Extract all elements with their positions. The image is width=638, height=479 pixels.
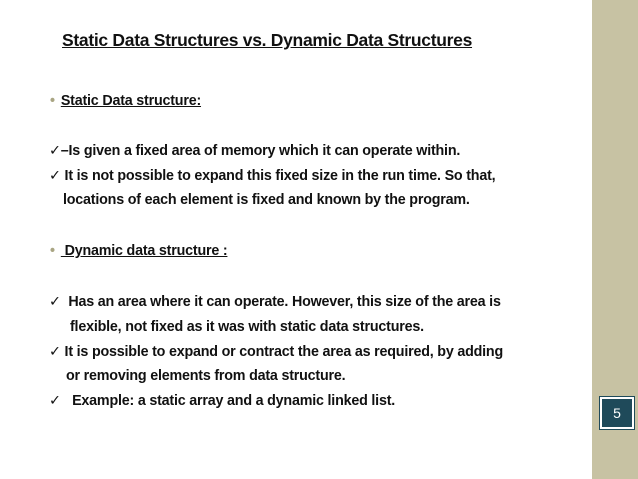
static-item-1-text: –Is given a fixed area of memory which it can operate within. [60, 143, 461, 159]
checkmark-icon: ✓ [49, 294, 61, 310]
static-heading-label: Static Data structure: [60, 93, 202, 109]
slide-title: Static Data Structures vs. Dynamic Data Structures [62, 30, 473, 50]
static-heading [50, 93, 201, 109]
dynamic-item-4-text: or removing elements from data structure. [66, 368, 346, 384]
dynamic-item-3-text: It is possible to expand or contract the area as required, by adding [60, 344, 504, 360]
dynamic-item-4 [66, 368, 345, 384]
checkmark-icon: ✓ [49, 344, 61, 360]
dynamic-item-1 [49, 294, 501, 310]
bullet-icon: • [50, 243, 55, 259]
page-number-badge [600, 397, 634, 429]
static-item-3 [63, 192, 470, 208]
dynamic-item-5-text: Example: a static array and a dynamic linked list. [60, 393, 396, 409]
dynamic-item-3 [49, 344, 503, 360]
checkmark-icon: ✓ [49, 143, 61, 159]
page-number: 5 [613, 405, 621, 421]
dynamic-item-1-text: Has an area where it can operate. However, this size of the area is [60, 294, 501, 310]
dynamic-item-5 [49, 393, 395, 409]
static-item-2-text: It is not possible to expand this fixed size in the run time. So that, [60, 168, 496, 184]
dynamic-item-2 [70, 319, 424, 335]
checkmark-icon: ✓ [49, 168, 61, 184]
checkmark-icon: ✓ [49, 393, 61, 409]
bullet-icon: • [50, 93, 55, 109]
dynamic-heading-label: Dynamic data structure : [60, 243, 228, 259]
dynamic-heading [50, 243, 227, 259]
static-item-1 [49, 143, 460, 159]
static-item-2 [49, 168, 495, 184]
dynamic-item-2-text: flexible, not fixed as it was with static data structures. [70, 319, 424, 335]
static-item-3-text: locations of each element is fixed and known by the program. [63, 192, 470, 208]
